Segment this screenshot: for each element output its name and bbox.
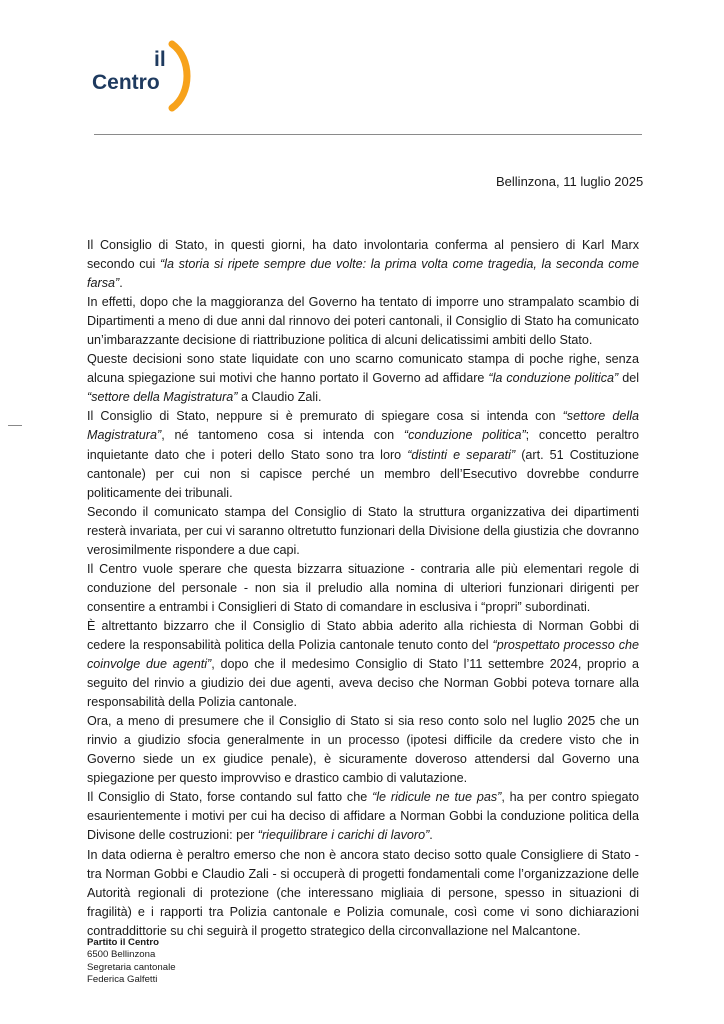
footer-signature [87,937,176,987]
paragraph-text: Il Centro vuole sperare che questa bizzarra situazione - contraria alle più elementari regole di conduzione del personale - non sia il preludio alla nomina di ulteriori funzionari dirigenti per consentire a entrambi i Consiglieri di Stato di comandare in esclusiva i “propri” subordinati. [87,561,639,614]
paragraph-text: , né tantomeno cosa si intenda con [161,428,404,443]
body-paragraph [87,503,639,560]
quoted-phrase: “distinti e separati” [407,447,516,462]
body-paragraph [87,293,639,350]
paragraph-text: del [618,371,639,386]
margin-fold-mark [8,425,22,426]
body-paragraph [87,236,639,293]
quoted-phrase: “prospettato processo che coinvolge due agenti” [87,637,639,672]
paragraph-text: , ha per contro spiegato esaurientemente i motivi per cui ha deciso di affidare a Norman Gobbi la conduzione politica della Divisone delle costruzioni: per [87,790,639,843]
quoted-phrase: “settore della Magistratura” [87,390,238,405]
paragraph-text: Secondo il comunicato stampa del Consiglio di Stato la struttura organizzativa dei dipartimenti resterà invariata, per cui vi saranno oltretutto funzionari della Divisione della giustizia che dovranno verosimilmente rispondere a due capi. [87,504,639,557]
paragraph-text: Queste decisioni sono state liquidate con uno scarno comunicato stampa di poche righe, senza alcuna spiegazione sui motivi che hanno portato il Governo ad affidare [87,352,639,386]
quoted-phrase: “le ridicule ne tue pas” [372,790,502,805]
body-paragraph [87,560,639,617]
body-paragraph [87,846,639,941]
paragraph-text: È altrettanto bizzarro che il Consiglio di Stato abbia aderito alla richiesta di Norman Gobbi di cedere la responsabilità politica della Polizia cantonale tenuto conto del [87,618,639,652]
body-paragraph [87,788,639,845]
quoted-phrase: “riequilibrare i carichi di lavoro” [257,828,430,843]
paragraph-text: In effetti, dopo che la maggioranza del Governo ha tentato di imporre uno strampalato scambio di Dipartimenti a meno di due anni dal rinnovo dei poteri cantonali, il Consiglio di Stato ha comunicato un’imbarazzante decisione di riattribuzione politica di alcuni delicatissimi ambiti dello Stato. [87,295,639,348]
logo-text-centro: Centro [92,71,160,94]
paragraph-text: ; concetto peraltro inquietante dato che i poteri dello Stato sono tra loro [87,428,639,462]
footer-org: Partito il Centro [87,937,159,948]
paragraph-text: In data odierna è peraltro emerso che non è ancora stato deciso sotto quale Consigliere di Stato - tra Norman Gobbi e Claudio Zali - si occuperà di progetti fondamentali come l’organizzazione delle Autorità regionali di protezione (che interessano migliaia di persone, spesso in situazioni di fragilità) e i rapporti tra Polizia cantonale e Polizia comunale, così come vi sono dichiarazioni contraddittorie su chi seguirà il progetto strategico della circonvallazione nel Malcantone. [87,847,639,938]
orange-arc-icon [162,40,196,112]
logo-text-il: il [154,48,166,71]
body-paragraph [87,407,639,502]
document-date: Bellinzona, 11 luglio 2025 [496,174,644,189]
paragraph-text: . [119,276,123,291]
body-paragraph [87,617,639,712]
party-logo [92,40,202,112]
quoted-phrase: “settore della Magistratura” [87,409,639,443]
footer-office: Segretaria cantonale [87,961,176,973]
footer-person: Federica Galfetti [87,974,158,986]
paragraph-text: Il Consiglio di Stato, forse contando sul fatto che [87,790,373,805]
paragraph-text: , dopo che il medesimo Consiglio di Stato l’11 settembre 2024, proprio a seguito del rinvio a giudizio dei due agenti, aveva deciso che Norman Gobbi poteva tornare alla responsabilità della Polizia cantonale. [87,657,640,710]
header-divider [94,134,642,135]
press-release-body [87,236,639,941]
paragraph-text: Il Consiglio di Stato, in questi giorni, ha dato involontaria conferma al pensiero di Karl Marx secondo cui [87,238,639,272]
footer-address: 6500 Bellinzona [87,949,156,961]
quoted-phrase: “la storia si ripete sempre due volte: la prima volta come tragedia, la seconda come farsa” [87,257,639,291]
quoted-phrase: “conduzione politica” [403,428,526,443]
body-paragraph [87,712,639,788]
quoted-phrase: “la conduzione politica” [488,371,619,386]
paragraph-text: a Claudio Zali. [237,390,322,405]
paragraph-text: Ora, a meno di presumere che il Consiglio di Stato si sia reso conto solo nel luglio 2025 che un rinvio a giudizio sfocia generalmente in un processo (ipotesi difficile da credere visto che in Governo siede un ex giudice penale), è sicuramente doveroso attendersi dal Governo una spiegazione per questo improvviso e drastico cambio di valutazione. [87,714,639,786]
paragraph-text: Il Consiglio di Stato, neppure si è premurato di spiegare cosa si intenda con [87,409,563,424]
paragraph-text: (art. 51 Costituzione cantonale) per cui non si capisce perché un membro dell’Esecutivo dovrebbe condurre politicamente dei tribunali. [87,447,640,500]
paragraph-text: . [429,828,433,843]
body-paragraph [87,350,639,407]
